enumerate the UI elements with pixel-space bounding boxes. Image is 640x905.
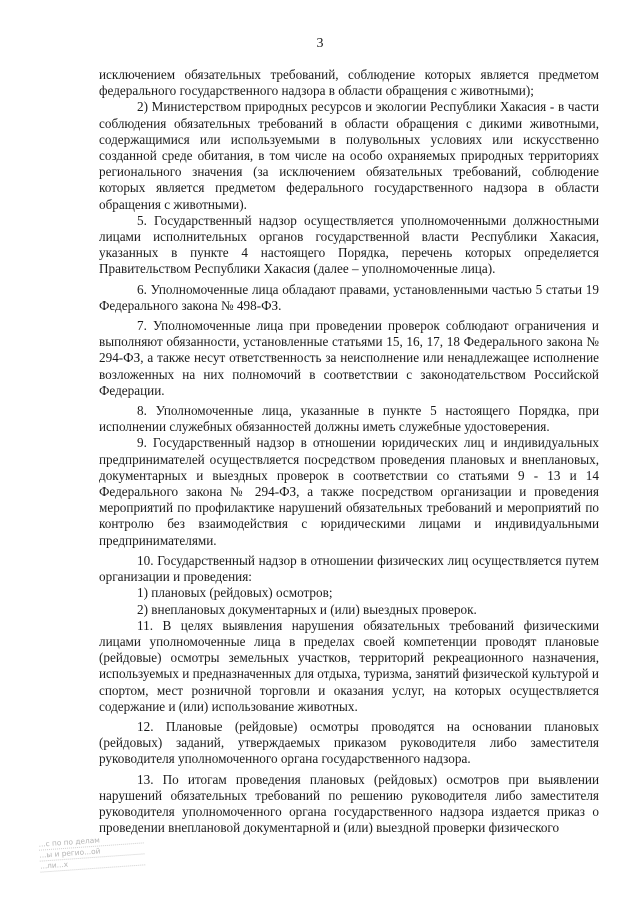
paragraph-11: 11. В целях выявления нарушения обязательных требований физическими лицами уполномоченные лица в пределах своей компетенции проводят плановые (рейдовые) осмотры земельных участков, территорий рекреационного назначения, используемых и предназначенных для отдыха, туризма, занятий физической культурой и спортом, мест розничной торговли и оказания услуг, на которых осуществляется содержание и (или) использование животных. <box>99 617 599 714</box>
page-number: 3 <box>316 36 324 51</box>
paragraph-10-item-1: 1) плановых (рейдовых) осмотров; <box>137 585 333 601</box>
paragraph-12: 12. Плановые (рейдовые) осмотры проводятся на основании плановых (рейдовых) заданий, утверждаемых приказом руководителя либо заместителя руководителя уполномоченного органа государственного надзора. <box>99 718 599 767</box>
paragraph-item-2: 2) Министерством природных ресурсов и экологии Республики Хакасия - в части соблюдения обязательных требований в области обращения с дикими животными, содержащимися или используемыми в полувольных условиях или искусственно созданной среде обитания, в том числе на особо охраняемых природных территориях регионального значения (за исключением обязательных требований, соблюдение которых является предметом федерального государственного надзора в области обращения с животными). <box>99 99 599 212</box>
paragraph-continuation: исключением обязательных требований, соблюдение которых является предметом федерального государственного надзора в области обращения с животными); <box>99 67 599 99</box>
paragraph-13: 13. По итогам проведения плановых (рейдовых) осмотров при выявлении нарушений обязательных требований по решению руководителя либо заместителя руководителя уполномоченного органа государственного надзора издается приказ о проведении внеплановой документарной и (или) выездной проверки физического <box>99 771 599 836</box>
paragraph-7: 7. Уполномоченные лица при проведении проверок соблюдают ограничения и выполняют обязанности, установленные статьями 15, 16, 17, 18 Федерального закона № 294-ФЗ, а также несут ответственность за неисполнение или ненадлежащее исполнение возложенных на них полномочий в соответствии с законодательством Российской Федерации. <box>99 318 599 398</box>
paragraph-10-item-2: 2) внеплановых документарных и (или) выездных проверок. <box>137 601 477 617</box>
paragraph-10: 10. Государственный надзор в отношении физических лиц осуществляется путем организации и проведения: <box>99 552 599 585</box>
stamp-line: ...ы и регио...ой <box>39 843 145 861</box>
paragraph-8: 8. Уполномоченные лица, указанные в пункте 5 настоящего Порядка, при исполнении служебных обязанностей должны иметь служебные удостоверения. <box>99 403 599 435</box>
paragraph-5: 5. Государственный надзор осуществляется уполномоченными должностными лицами исполнительных органов государственной власти Республики Хакасия, указанных в пункте 4 настоящего Порядка, перечень которых определяется Правительством Республики Хакасия (далее – уполномоченные лица). <box>99 212 599 277</box>
document-body <box>99 67 599 836</box>
stamp-line: ...ли...х <box>40 854 146 872</box>
paragraph-6: 6. Уполномоченные лица обладают правами, установленными частью 5 статьи 19 Федерального закона № 498-ФЗ. <box>99 281 599 313</box>
paragraph-9: 9. Государственный надзор в отношении юридических лиц и индивидуальных предпринимателей осуществляется посредством проведения плановых и внеплановых, документарных и выездных проверок в соответствии со статьями 9 - 13 и 14 Федерального закона № 294-ФЗ, а также посредством организации и проведения мероприятий по профилактике нарушений обязательных требований и мероприятий по контролю без взаимодействия с юридическими лицами и индивидуальными предпринимателями. <box>99 435 599 548</box>
stamp-line: ...с по по делам <box>38 832 144 850</box>
registration-stamp <box>38 832 147 893</box>
